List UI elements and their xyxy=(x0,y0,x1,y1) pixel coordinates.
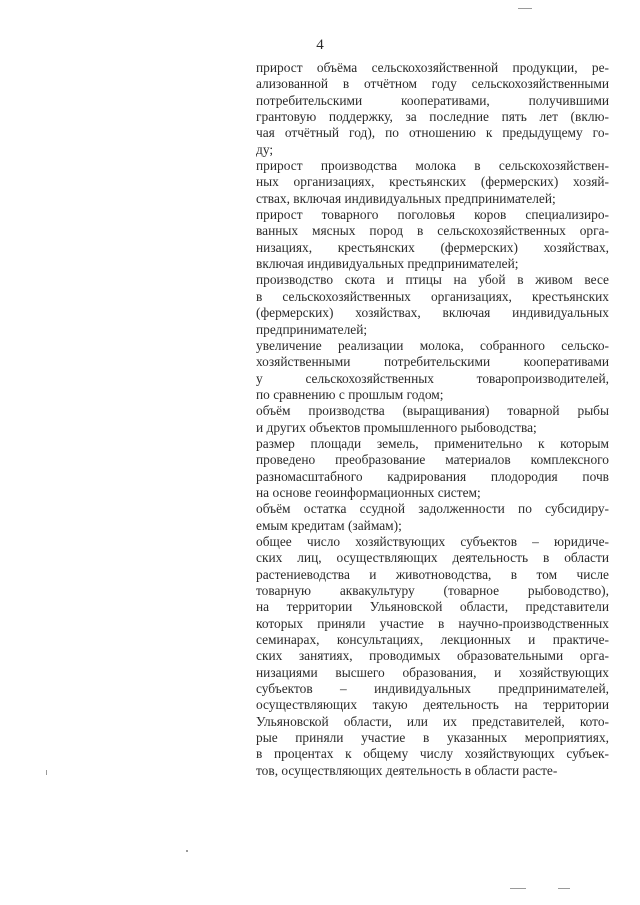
text-line: увеличение реализации молока, собранного сельско- xyxy=(256,337,609,353)
text-line: Ульяновской области, или их представителей, кото- xyxy=(256,713,609,729)
paragraph xyxy=(256,436,609,501)
text-line: размер площади земель, применительно к которым xyxy=(256,435,609,451)
text-line: на территории Ульяновской области, представители xyxy=(256,599,609,615)
scan-artifact xyxy=(46,770,47,775)
paragraph xyxy=(256,60,609,158)
text-line: (фермерских) хозяйствах, включая индивидуальных xyxy=(256,305,609,321)
text-line: ских лиц, осуществляющих деятельность в области xyxy=(256,550,609,566)
paragraph xyxy=(256,158,609,207)
text-line: включая индивидуальных предпринимателей; xyxy=(256,256,519,272)
text-line: потребительскими кооперативами, получившими xyxy=(256,92,609,108)
paragraph xyxy=(256,207,609,272)
text-line: осуществляющих такую деятельность на территории xyxy=(256,697,609,713)
text-line: низациях, крестьянских (фермерских) хозяйствах, xyxy=(256,239,609,255)
text-line: в сельскохозяйственных организациях, крестьянских xyxy=(256,288,609,304)
text-line: тов, осуществляющих деятельность в области расте- xyxy=(256,762,558,778)
text-line: емым кредитам (займам); xyxy=(256,517,402,533)
text-line: семинарах, консультациях, лекционных и практиче- xyxy=(256,632,609,648)
text-line: ализованной в отчётном году сельскохозяйственными xyxy=(256,76,609,92)
text-line: прирост товарного поголовья коров специализиро- xyxy=(256,207,609,223)
paragraph xyxy=(256,403,609,436)
text-line: объём производства (выращивания) товарной рыбы xyxy=(256,403,609,419)
text-line: ных организациях, крестьянских (фермерских) хозяй- xyxy=(256,174,609,190)
text-line: по сравнению с прошлым годом; xyxy=(256,386,444,402)
text-line: объём остатка ссудной задолженности по субсидиру- xyxy=(256,501,609,517)
text-line: ванных мясных пород в сельскохозяйственных орга- xyxy=(256,223,609,239)
text-line: хозяйственными потребительскими кооперативами xyxy=(256,354,609,370)
text-line: на основе геоинформационных систем; xyxy=(256,484,481,500)
text-line: товарную аквакультуру (товарное рыбоводство), xyxy=(256,583,609,598)
text-line: ствах, включая индивидуальных предпринимателей; xyxy=(256,190,556,206)
text-line: рые приняли участие в указанных мероприятиях, xyxy=(256,730,609,746)
paragraph xyxy=(256,338,609,403)
text-line: ских занятиях, проводимых образовательными орга- xyxy=(256,648,609,664)
text-line: общее число хозяйствующих субъектов – юридиче- xyxy=(256,533,609,549)
text-line: прирост производства молока в сельскохозяйствен- xyxy=(256,158,609,174)
text-line: разномасштабного кадрирования плодородия почв xyxy=(256,468,609,484)
scan-artifact xyxy=(186,850,188,852)
page-number: 4 xyxy=(316,37,324,53)
text-line: предпринимателей; xyxy=(256,321,368,337)
scan-artifact xyxy=(518,8,532,9)
text-line: низациями высшего образования, и хозяйствующих xyxy=(256,664,609,680)
text-line: и других объектов промышленного рыбоводства; xyxy=(256,419,537,435)
text-body xyxy=(256,60,609,779)
text-line: прирост объёма сельскохозяйственной продукции, ре- xyxy=(256,60,609,75)
text-line: которых приняли участие в научно-производственных xyxy=(256,615,609,631)
scan-artifact xyxy=(510,888,526,889)
text-line: проведено преобразование материалов комплексного xyxy=(256,452,609,468)
paragraph xyxy=(256,534,609,779)
text-line: у сельскохозяйственных товаропроизводителей, xyxy=(256,370,609,386)
paragraph xyxy=(256,272,609,337)
text-line: субъектов – индивидуальных предпринимателей, xyxy=(256,681,609,697)
text-line: в процентах к общему числу хозяйствующих субъек- xyxy=(256,746,609,762)
text-line: производство скота и птицы на убой в живом весе xyxy=(256,272,609,288)
scan-artifact xyxy=(558,888,570,889)
text-line: ду; xyxy=(256,141,274,157)
text-line: грантовую поддержку, за последние пять лет (вклю- xyxy=(256,109,609,125)
text-line: растениеводства и животноводства, в том числе xyxy=(256,566,609,582)
text-line: чая отчётный год), по отношению к предыдущему го- xyxy=(256,125,609,141)
paragraph xyxy=(256,501,609,534)
